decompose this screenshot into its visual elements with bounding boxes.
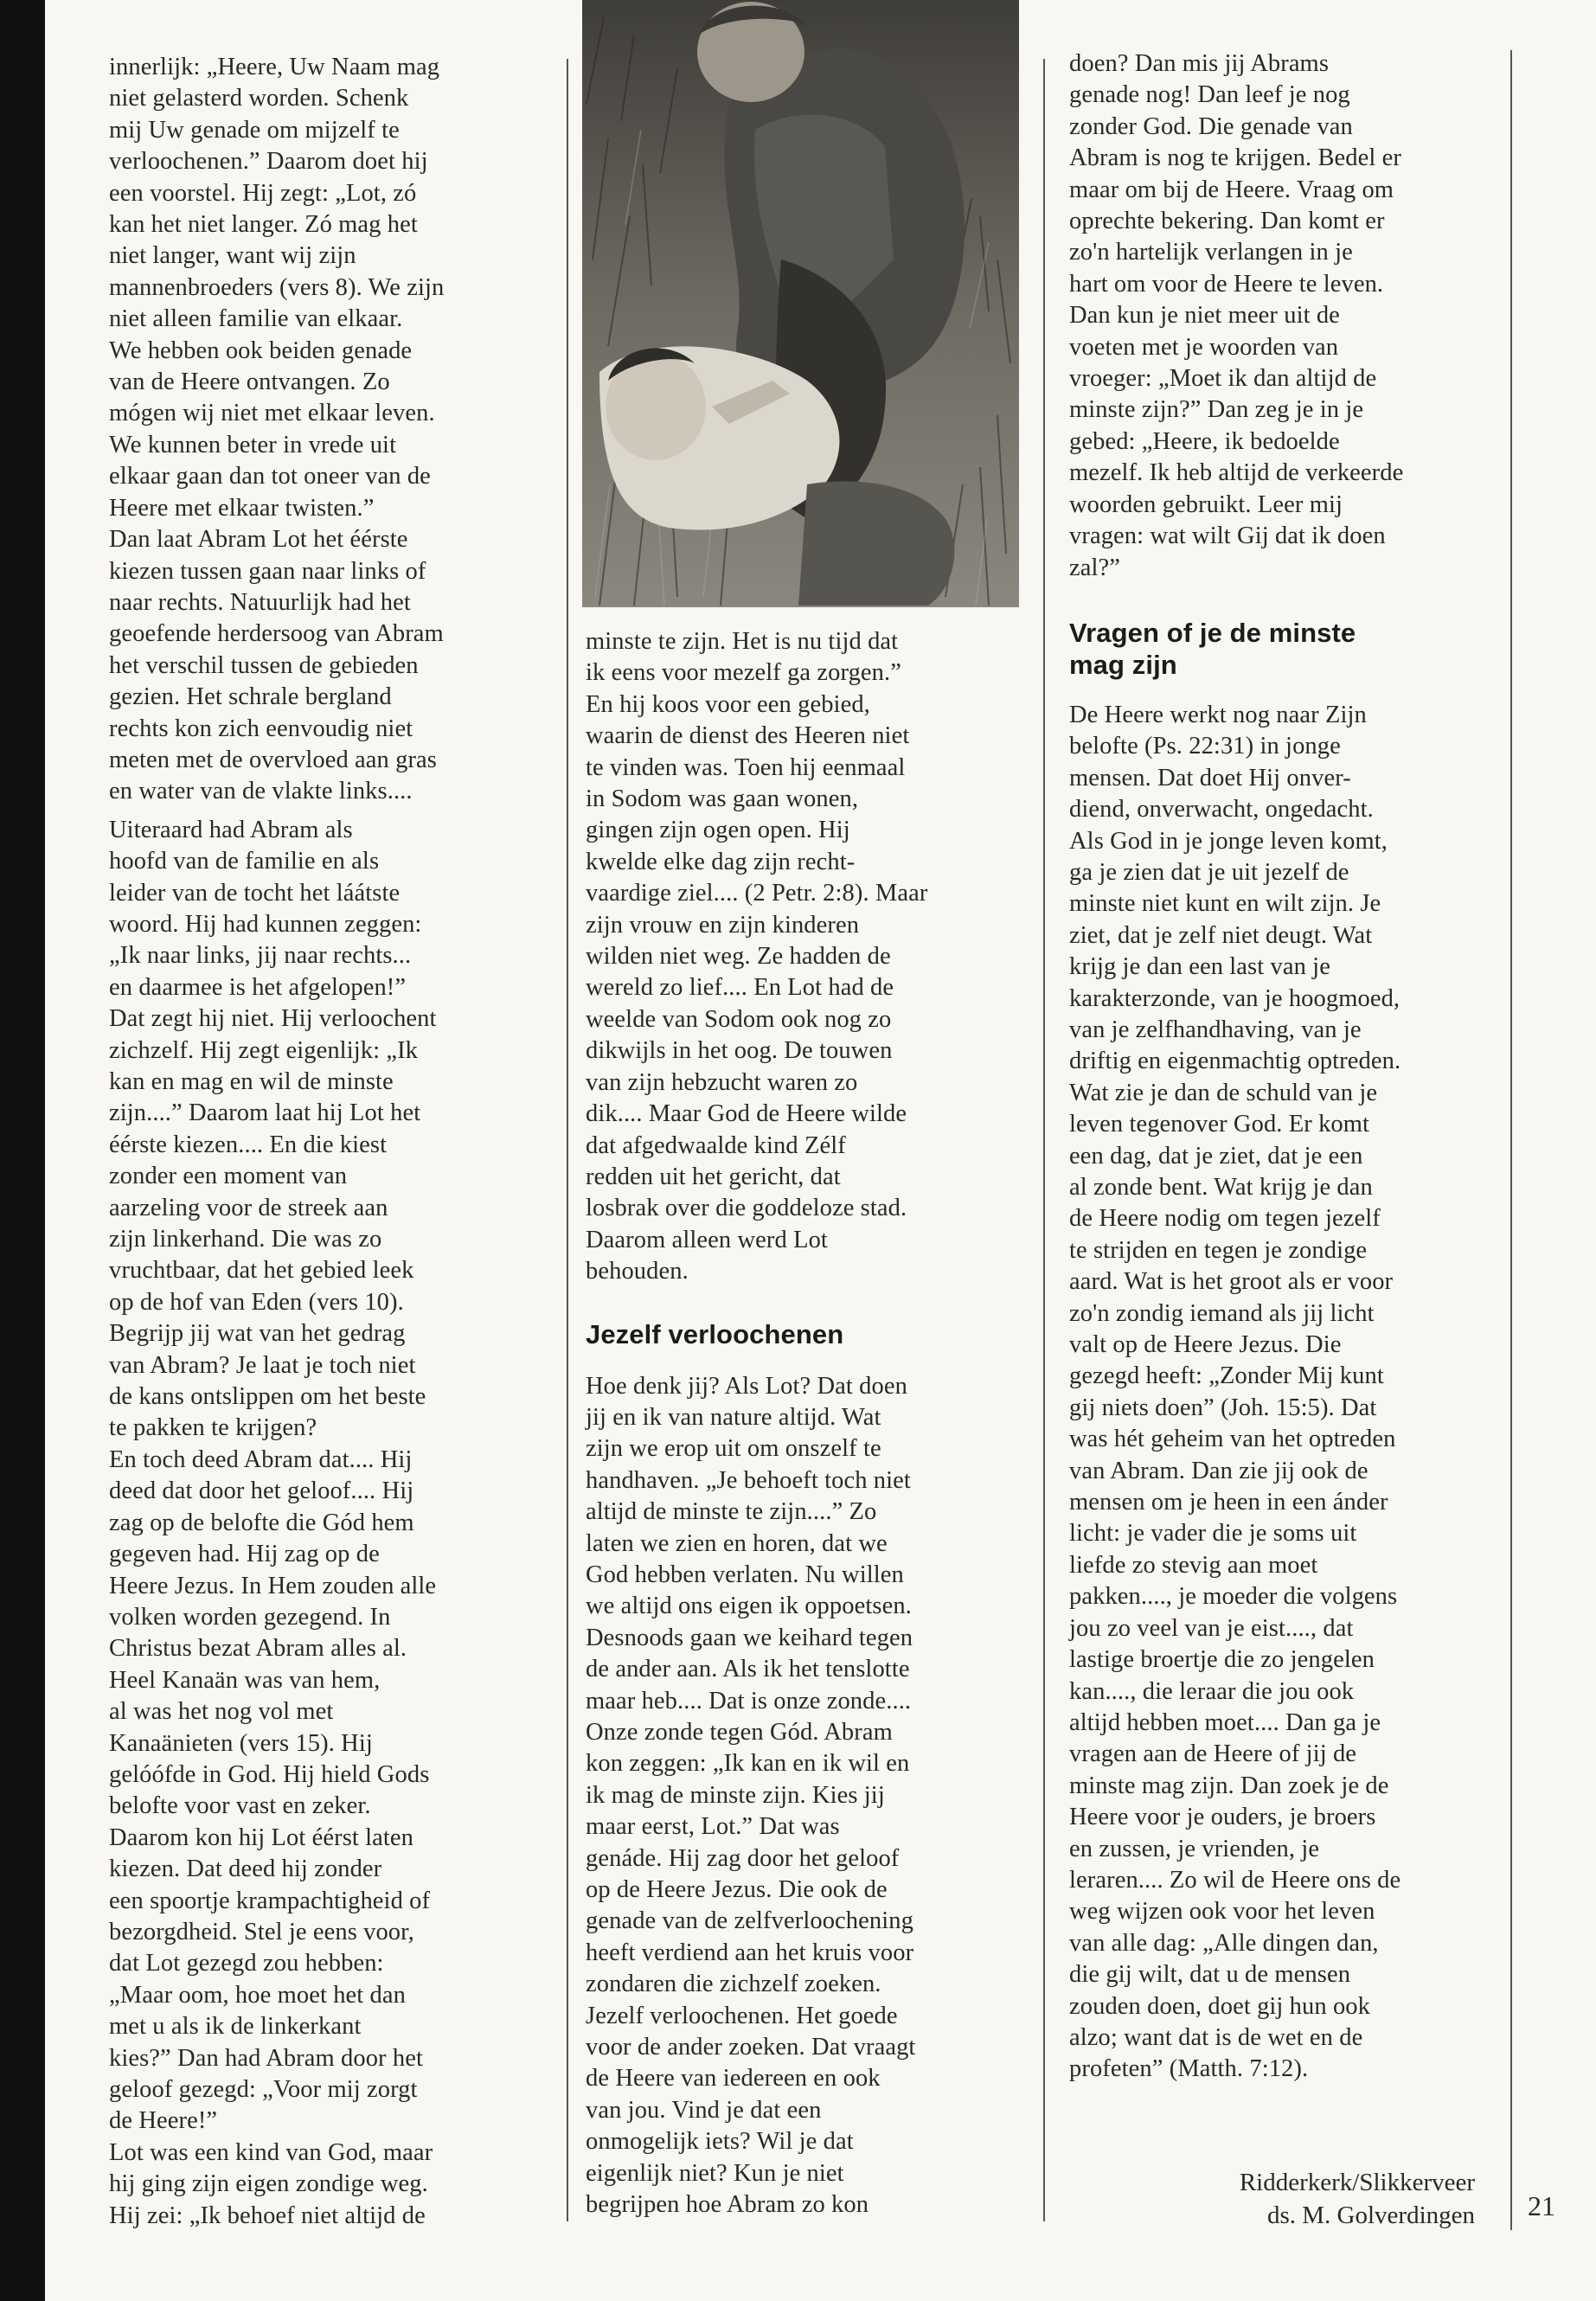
photo-two-boys-wrestling-in-grass [582,0,1019,607]
signoff-author: ds. M. Golverdingen [1266,2202,1475,2229]
page-edge-bar [0,0,45,2301]
section-heading: Vragen of je de minste mag zijn [1069,617,1356,680]
article-photo [582,0,1019,607]
paragraph: doen? Dan mis jij Abrams genade nog! Dan leef je nog zonder God. Die genade van Abram is nog te krijgen. Bedel er maar om bij de Heere. Vraag om oprechte bekering. Dan komt er zo'n hartelijk verlangen in je hart om voor de Heere te leven. Dan kun je niet meer uit de voeten met je woorden van vroeger: „Moet ik dan altijd de minste zijn?” Dan zeg je in je gebed: „Heere, ik bedoelde mezelf. Ik heb altijd de verkeerde woorden gebruikt. Leer mij vragen: wat wilt Gij dat ik doen zal?” [1069,50,1404,581]
paragraph: Uiteraard had Abram als hoofd van de familie en als leider van de tocht het láátste woord. Hij had kunnen zeggen: „Ik naar links, jij naar rechts... en daarmee is het afgelopen!” Dat zegt hij niet. Hij verloochent zichzelf. Hij zegt eigenlijk: „Ik kan en mag en wil de minste zijn....” Daarom laat hij Lot het éérste kiezen.... En die kiest zonder een moment van aarzeling voor de streek aan zijn linkerhand. Die was zo vruchtbaar, dat het gebied leek op de hof van Eden (vers 10). Begrijp jij wat van het gedrag van Abram? Je laat je toch niet de kans ontslippen om het beste te pakken te krijgen? En toch deed Abram dat.... Hij deed dat door het geloof.... Hij zag op de belofte die Gód hem gegeven had. Hij zag op de Heere Jezus. In Hem zouden alle volken worden gezegend. In Christus bezat Abram alles al. Heel Kanaän was van hem, al was het nog vol met Kanaänieten (vers 15). Hij gelóófde in God. Hij hield Gods belofte voor vast en zeker. Daarom kon hij Lot éérst laten kiezen. Dat deed hij zonder een spoortje krampachtigheid of bezorgdheid. Stel je eens voor, dat Lot gezegd zou hebben: „Maar oom, hoe moet het dan met u als ik de linkerkant kies?” Dan had Abram door het geloof gezegd: „Voor mij zorgt de Heere!” Lot was een kind van God, maar hij ging zijn eigen zondige weg. Hij zei: „Ik behoef niet altijd de [109,816,437,2229]
paragraph: De Heere werkt nog naar Zijn belofte (Ps. 22:31) in jonge mensen. Dat doet Hij onver- diend, onverwacht, ongedacht. Als God in je jonge leven komt, ga je zien dat je uit jezelf de minste niet kunt en wilt zijn. Je ziet, dat je zelf niet deugt. Wat krijg je dan een last van je karakterzonde, van je hoogmoed, van je zelfhandhaving, van je driftig en eigenmachtig optreden. Wat zie je dan de schuld van je leven tegenover God. Er komt een dag, dat je ziet, dat je een al zonde bent. Wat krijg je dan de Heere nodig om tegen jezelf te strijden en tegen je zondige aard. Wat is het groot als er voor zo'n zondig iemand als jij licht valt op de Heere Jezus. Die gezegd heeft: „Zonder Mij kunt gij niets doen” (Joh. 15:5). Dat was hét geheim van het optreden van Abram. Dan zie jij ook de mensen om je heen in een ánder licht: je vader die je soms uit liefde zo stevig aan moet pakken...., je moeder die volgens jou zo veel van je eist...., dat lastige broertje die zo jengelen kan...., die leraar die jou ook altijd hebben moet.... Dan ga je vragen aan de Heere of jij de minste mag zijn. Dan zoek je de Heere voor je ouders, je broers en zussen, je vrienden, je leraren.... Zo wil de Heere ons de weg wijzen ook voor het leven van alle dag: „Alle dingen dan, die gij wilt, dat u de mensen zouden doen, doet gij hun ook alzo; want dat is de wet en de profeten” (Matth. 7:12). [1069,701,1401,2083]
article-column-2 [586,626,1022,2221]
section-heading: Jezelf verloochenen [586,1318,844,1349]
paragraph: innerlijk: „Heere, Uw Naam mag niet gelasterd worden. Schenk mij Uw genade om mijzelf te verloochenen.” Daarom doet hij een voorstel. Hij zegt: „Lot, zó kan het niet langer. Zó mag het niet langer, want wij zijn mannenbroeders (vers 8). We zijn niet alleen familie van elkaar. We hebben ook beiden genade van de Heere ontvangen. Zo mógen wij niet met elkaar leven. We kunnen beter in vrede uit elkaar gaan dan tot oneer van de Heere met elkaar twisten.” Dan laat Abram Lot het éérste kiezen tussen gaan naar links of naar rechts. Natuurlijk had het geoefende herdersoog van Abram het verschil tussen de gebieden gezien. Het schrale bergland rechts kon zich eenvoudig niet meten met de overvloed aan gras en water van de vlakte links.... [109,54,445,805]
article-column-3 [1069,48,1500,2086]
author-signoff [1181,2166,1475,2232]
page-number-rule [1510,50,1512,2230]
paragraph: Hoe denk jij? Als Lot? Dat doen jij en ik van nature altijd. Wat zijn we erop uit om onszelf te handhaven. „Je behoeft toch niet altijd de minste te zijn....” Zo laten we zien en horen, dat we God hebben verlaten. Nu willen we altijd ons eigen ik oppoetsen. Desnoods gaan we keihard tegen de ander aan. Als ik het tenslotte maar heb.... Dat is onze zonde.... Onze zonde tegen Gód. Abram kon zeggen: „Ik kan en ik wil en ik mag de minste zijn. Kies jij maar eerst, Lot.” Dat was genáde. Hij zag door het geloof op de Heere Jezus. Die ook de genade van de zelfverloochening heeft verdiend aan het kruis voor zondaren die zichzelf zoeken. Jezelf verloochenen. Het goede voor de ander zoeken. Dat vraagt de Heere van iedereen en ook van jou. Vind je dat een onmogelijk iets? Wil je dat eigenlijk niet? Kun je niet begrijpen hoe Abram zo kon [586,1372,916,2219]
signoff-place: Ridderkerk/Slikkerveer [1239,2169,1475,2196]
column-rule [567,59,568,2221]
article-column-1 [109,52,542,2232]
paragraph: minste te zijn. Het is nu tijd dat ik eens voor mezelf ga zorgen.” En hij koos voor een gebied, waarin de dienst des Heeren niet te vinden was. Toen hij eenmaal in Sodom was gaan wonen, gingen zijn ogen open. Hij kwelde elke dag zijn recht- vaardige ziel.... (2 Petr. 2:8). Maar zijn vrouw en zijn kinderen wilden niet weg. Ze hadden de wereld zo lief.... En Lot had de weelde van Sodom ook nog zo dikwijls in het oog. De touwen van zijn hebzucht waren zo dik.... Maar God de Heere wilde dat afgedwaalde kind Zélf redden uit het gericht, dat losbrak over die goddeloze stad. Daarom alleen werd Lot behouden. [586,628,928,1285]
page-number: 21 [1528,2190,1555,2221]
column-rule [1043,59,1045,2221]
